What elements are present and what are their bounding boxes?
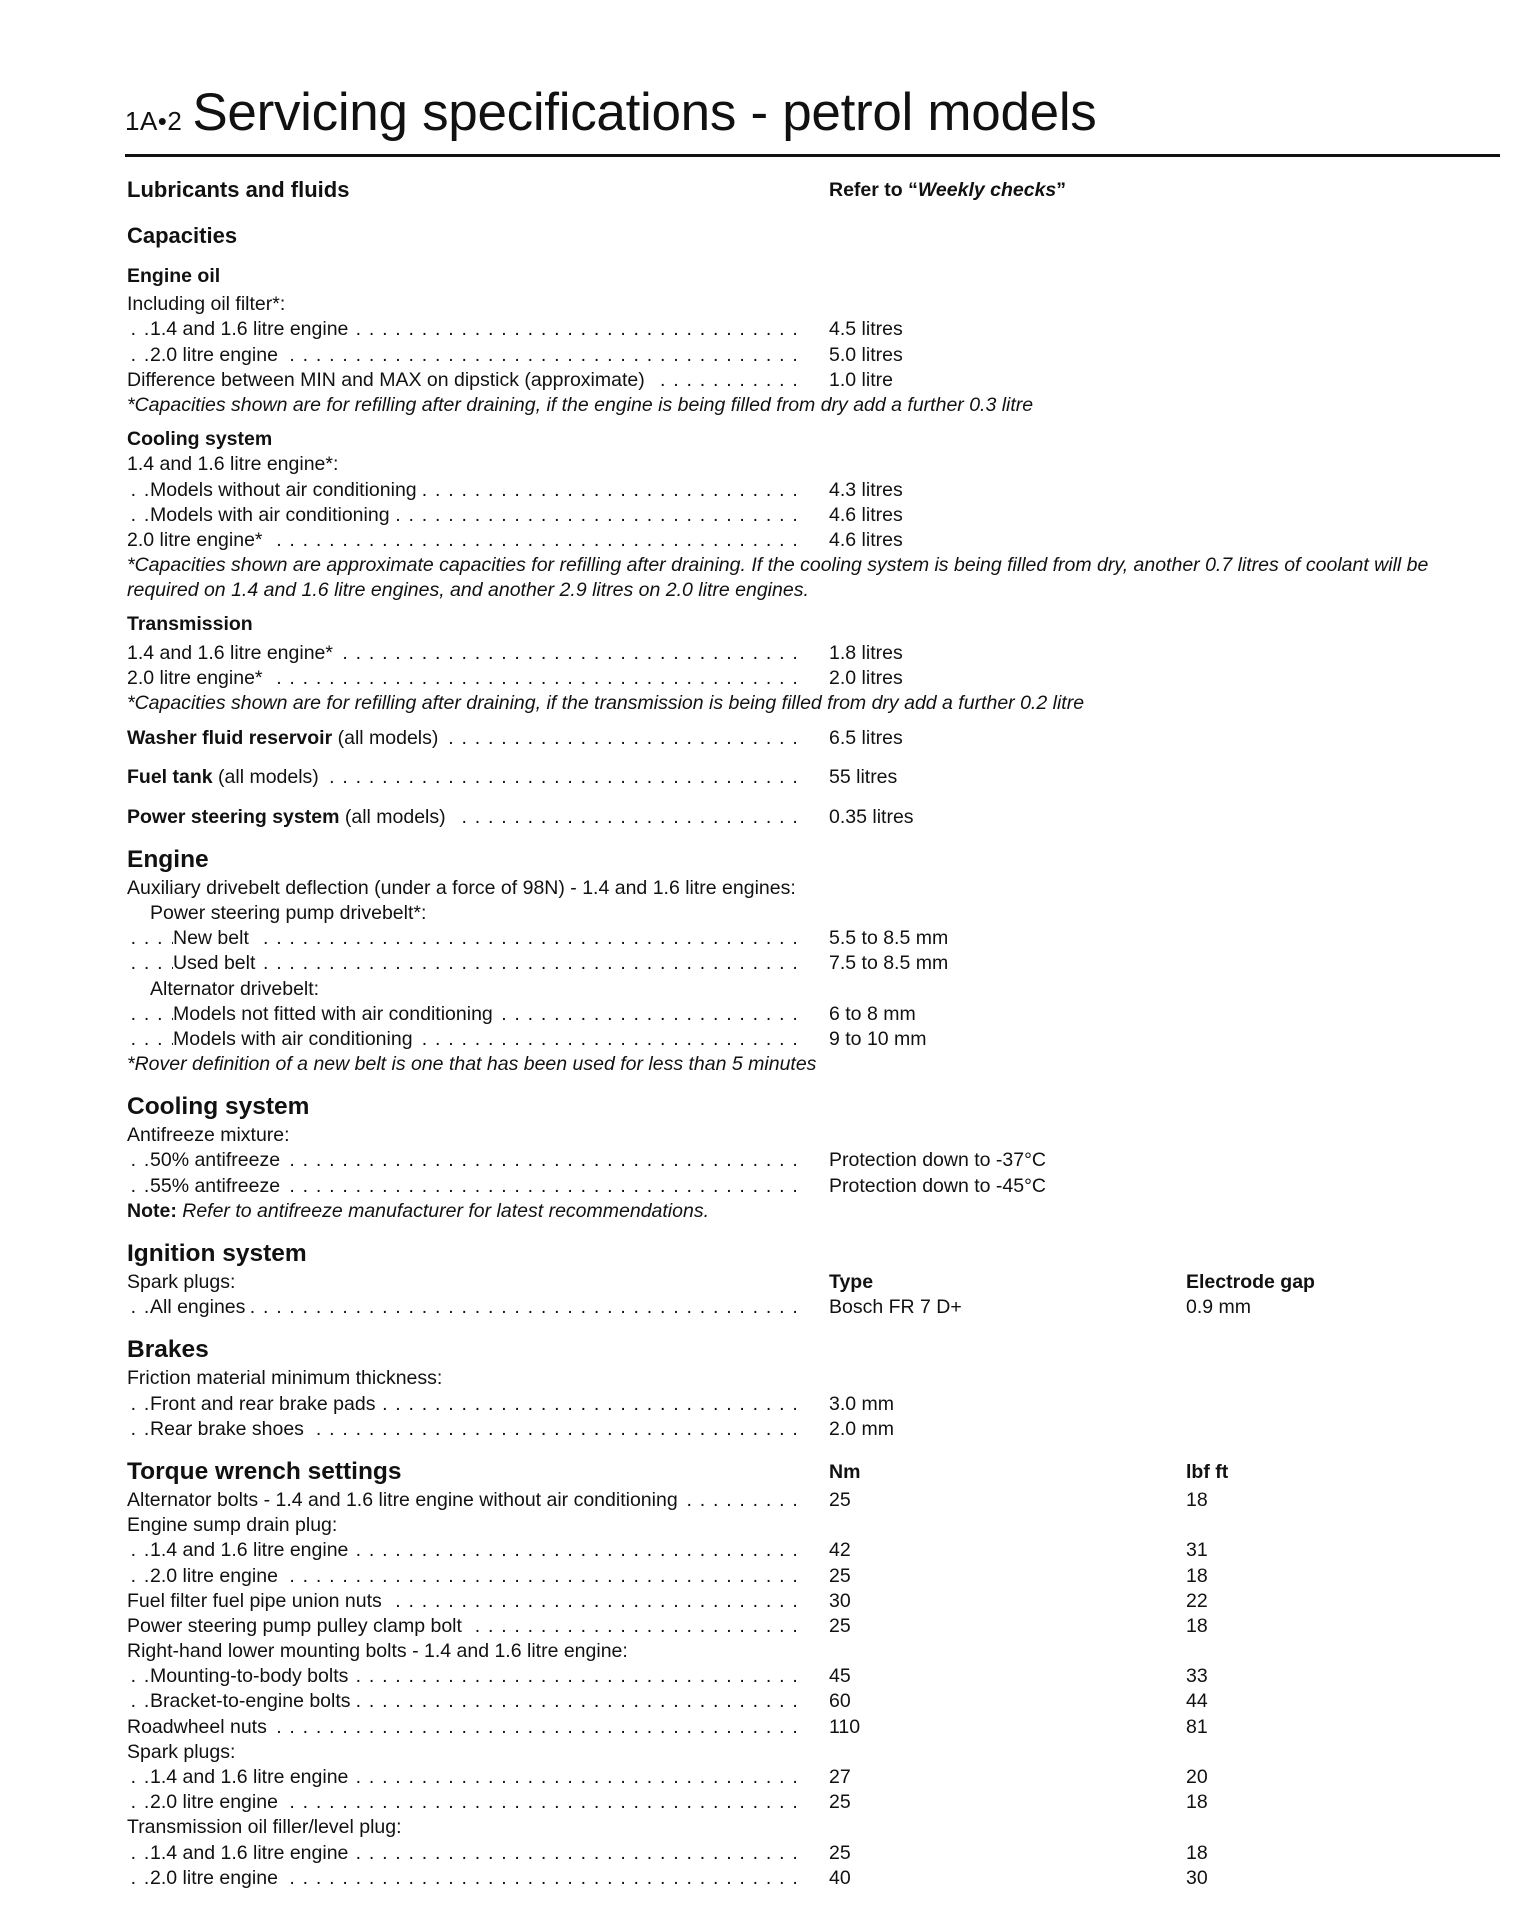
spec-intro: Alternator drivebelt: xyxy=(150,977,320,1000)
section-heading: Engine xyxy=(127,845,209,873)
column-header-type: Type xyxy=(829,1271,874,1294)
spec-value: 1.0 litre xyxy=(829,368,893,391)
footnote: *Capacities shown are approximate capacities for refilling after draining. If the cooling system is being filled from dry, another 0.7 litres of coolant will be required on 1.4 and 1.6 litre engines, and another 2.9 litres on 2.0 litre engines. xyxy=(127,554,1429,602)
subsection-heading: Cooling system xyxy=(127,428,273,451)
torque-nm: 25 xyxy=(829,1841,851,1864)
spec-row: Models without air conditioning . . . 4.3 litres xyxy=(127,478,1500,503)
torque-label: 2.0 litre engine xyxy=(150,1565,284,1587)
spec-value: 3.0 mm xyxy=(829,1392,895,1415)
torque-label: 2.0 litre engine xyxy=(150,1867,284,1889)
torque-nm: 25 xyxy=(829,1488,851,1511)
spec-value: 4.5 litres xyxy=(829,318,903,341)
torque-lbf-ft: 44 xyxy=(1186,1690,1208,1713)
spec-value: 6 to 8 mm xyxy=(829,1002,916,1025)
torque-label: Power steering pump pulley clamp bolt xyxy=(127,1615,468,1637)
section-heading: Cooling system xyxy=(127,1093,310,1121)
spec-row-washer: Washer fluid reservoir (all models) . . . 6.5 litres xyxy=(127,726,1500,751)
spec-value: 4.6 litres xyxy=(829,528,903,551)
spec-value: 5.0 litres xyxy=(829,343,903,366)
spec-value: 9 to 10 mm xyxy=(829,1027,927,1050)
spec-value: 6.5 litres xyxy=(829,727,903,750)
spec-intro: Friction material minimum thickness: xyxy=(127,1367,443,1390)
footnote: *Capacities shown are for refilling after draining, if the engine is being filled from dry add a further 0.3 litre xyxy=(127,393,1034,416)
spec-row: 1.4 and 1.6 litre engine . . . 4.5 litres xyxy=(127,317,1500,342)
spec-intro: Antifreeze mixture: xyxy=(127,1124,290,1147)
torque-lbf-ft: 20 xyxy=(1186,1766,1208,1789)
torque-row xyxy=(127,1815,1500,1840)
torque-nm: 30 xyxy=(829,1589,851,1612)
torque-nm: 40 xyxy=(829,1866,851,1889)
page-number: 1A•2 xyxy=(125,106,183,136)
spec-row: Difference between MIN and MAX on dipstick (approximate) . . . 1.0 litre xyxy=(127,368,1500,393)
torque-label: 1.4 and 1.6 litre engine xyxy=(150,1539,354,1561)
section-heading: Capacities xyxy=(127,223,238,248)
torque-row xyxy=(127,1866,1500,1891)
note: Note: Refer to antifreeze manufacturer for latest recommendations. xyxy=(127,1199,709,1222)
spec-value: 4.3 litres xyxy=(829,478,903,501)
spec-row: Models with air conditioning . . . 9 to 10 mm xyxy=(127,1027,1500,1052)
torque-row xyxy=(127,1740,1500,1765)
torque-nm: 25 xyxy=(829,1791,851,1814)
footnote: *Capacities shown are for refilling after draining, if the transmission is being filled from dry add a further 0.2 litre xyxy=(127,692,1085,715)
spec-value: 2.0 litres xyxy=(829,666,903,689)
spec-value: Protection down to -45°C xyxy=(829,1174,1046,1197)
section-ignition xyxy=(127,1238,1500,1270)
spec-row: 2.0 litre engine* . . . 4.6 litres xyxy=(127,528,1500,553)
spec-intro: Auxiliary drivebelt deflection (under a force of 98N) - 1.4 and 1.6 litre engines: xyxy=(127,876,796,899)
spec-value: 1.8 litres xyxy=(829,641,903,664)
spec-value: Protection down to -37°C xyxy=(829,1149,1046,1172)
torque-lbf-ft: 18 xyxy=(1186,1488,1208,1511)
spec-row: 55% antifreeze . . . Protection down to -45°C xyxy=(127,1174,1500,1199)
torque-row xyxy=(127,1790,1500,1815)
spark-plug-type: Bosch FR 7 D+ xyxy=(829,1296,962,1319)
section-lubricants xyxy=(127,174,1500,206)
section-engine xyxy=(127,844,1500,876)
spec-value: 2.0 mm xyxy=(829,1417,895,1440)
torque-row xyxy=(127,1765,1500,1790)
spec-row: Models not fitted with air conditioning . . . 6 to 8 mm xyxy=(127,1002,1500,1027)
spec-intro: 1.4 and 1.6 litre engine*: xyxy=(127,453,339,476)
subsection-transmission xyxy=(127,612,1500,637)
torque-nm: 42 xyxy=(829,1539,851,1562)
section-heading: Brakes xyxy=(127,1336,209,1364)
torque-lbf-ft: 31 xyxy=(1186,1539,1208,1562)
page-title: Servicing specifications - petrol models xyxy=(192,83,1097,142)
torque-row xyxy=(127,1589,1500,1614)
spec-value: 7.5 to 8.5 mm xyxy=(829,952,949,975)
footnote: *Rover definition of a new belt is one that has been used for less than 5 minutes xyxy=(127,1053,817,1076)
spec-intro: Including oil filter*: xyxy=(127,293,286,316)
torque-row xyxy=(127,1488,1500,1513)
lubricants-reference: Refer to “Weekly checks” xyxy=(829,179,1067,201)
torque-label: 2.0 litre engine xyxy=(150,1791,284,1813)
torque-label: Mounting-to-body bolts xyxy=(150,1665,354,1687)
spec-row: Used belt . . . 7.5 to 8.5 mm xyxy=(127,951,1500,976)
section-heading: Lubricants and fluids xyxy=(127,177,350,202)
torque-lbf-ft: 22 xyxy=(1186,1589,1208,1612)
spec-intro: Spark plugs: Type Electrode gap xyxy=(127,1270,1500,1295)
spec-row: 50% antifreeze . . . Protection down to -37°C xyxy=(127,1148,1500,1173)
torque-lbf-ft: 18 xyxy=(1186,1564,1208,1587)
spec-value: 5.5 to 8.5 mm xyxy=(829,927,949,950)
torque-nm: 45 xyxy=(829,1665,851,1688)
torque-row xyxy=(127,1513,1500,1538)
torque-label: Alternator bolts - 1.4 and 1.6 litre engine without air conditioning xyxy=(127,1489,684,1511)
torque-row xyxy=(127,1689,1500,1714)
spec-row-power-steering: Power steering system (all models) . . . 0.35 litres xyxy=(127,805,1500,830)
weekly-checks-reference: Weekly checks xyxy=(917,179,1057,201)
torque-lbf-ft: 18 xyxy=(1186,1791,1208,1814)
torque-label: Spark plugs: xyxy=(127,1741,241,1763)
torque-label: 1.4 and 1.6 litre engine xyxy=(150,1842,354,1864)
torque-nm: 110 xyxy=(829,1715,861,1738)
torque-table xyxy=(127,1488,1500,1891)
header-rule xyxy=(125,154,1500,157)
electrode-gap: 0.9 mm xyxy=(1186,1296,1252,1319)
torque-row xyxy=(127,1664,1500,1689)
section-cooling-system xyxy=(127,1091,1500,1123)
torque-label: Engine sump drain plug: xyxy=(127,1514,343,1536)
spec-row-fuel-tank: Fuel tank (all models) . . . 55 litres xyxy=(127,765,1500,790)
subsection-heading: Transmission xyxy=(127,613,253,636)
column-header-electrode-gap: Electrode gap xyxy=(1186,1271,1315,1294)
torque-lbf-ft: 33 xyxy=(1186,1665,1208,1688)
torque-lbf-ft: 18 xyxy=(1186,1841,1208,1864)
spec-row: All engines . . . Bosch FR 7 D+ 0.9 mm xyxy=(127,1295,1500,1320)
torque-row xyxy=(127,1639,1500,1664)
section-heading: Torque wrench settings xyxy=(127,1457,402,1485)
torque-row xyxy=(127,1841,1500,1866)
torque-label: Right-hand lower mounting bolts - 1.4 and 1.6 litre engine: xyxy=(127,1640,634,1662)
column-header-lbf-ft: lbf ft xyxy=(1186,1460,1229,1483)
torque-row xyxy=(127,1715,1500,1740)
subsection-heading: Engine oil xyxy=(127,265,221,287)
spec-row: Models with air conditioning . . . 4.6 litres xyxy=(127,503,1500,528)
torque-nm: 25 xyxy=(829,1564,851,1587)
spec-intro: Power steering pump drivebelt*: xyxy=(150,901,427,924)
spec-row: Front and rear brake pads . . . 3.0 mm xyxy=(127,1392,1500,1417)
torque-lbf-ft: 30 xyxy=(1186,1866,1208,1889)
page-header xyxy=(125,82,1097,143)
torque-nm: 60 xyxy=(829,1690,851,1713)
spec-body xyxy=(127,174,1500,1891)
torque-row xyxy=(127,1564,1500,1589)
spec-value: 0.35 litres xyxy=(829,805,914,828)
torque-row xyxy=(127,1538,1500,1563)
spec-row: 2.0 litre engine . . . 5.0 litres xyxy=(127,343,1500,368)
section-brakes xyxy=(127,1334,1500,1366)
torque-row xyxy=(127,1614,1500,1639)
torque-lbf-ft: 81 xyxy=(1186,1715,1208,1738)
subsection-cooling xyxy=(127,427,1500,452)
spec-row: 1.4 and 1.6 litre engine* . . . 1.8 litres xyxy=(127,641,1500,666)
torque-label: Fuel filter fuel pipe union nuts xyxy=(127,1590,388,1612)
subsection-engine-oil xyxy=(127,264,1500,289)
section-capacities xyxy=(127,220,1500,252)
spec-value: 4.6 litres xyxy=(829,503,903,526)
torque-label: Bracket-to-engine bolts xyxy=(150,1690,357,1712)
spec-row: 2.0 litre engine* . . . 2.0 litres xyxy=(127,666,1500,691)
column-header-nm: Nm xyxy=(829,1460,861,1483)
section-torque xyxy=(127,1456,1500,1488)
torque-label: 1.4 and 1.6 litre engine xyxy=(150,1766,354,1788)
spec-row: New belt . . . 5.5 to 8.5 mm xyxy=(127,926,1500,951)
spec-row: Rear brake shoes . . . 2.0 mm xyxy=(127,1417,1500,1442)
torque-nm: 25 xyxy=(829,1614,851,1637)
torque-lbf-ft: 18 xyxy=(1186,1614,1208,1637)
torque-label: Roadwheel nuts xyxy=(127,1716,273,1738)
torque-label: Transmission oil filler/level plug: xyxy=(127,1816,408,1838)
spec-value: 55 litres xyxy=(829,766,898,789)
torque-nm: 27 xyxy=(829,1766,851,1789)
section-heading: Ignition system xyxy=(127,1240,307,1268)
